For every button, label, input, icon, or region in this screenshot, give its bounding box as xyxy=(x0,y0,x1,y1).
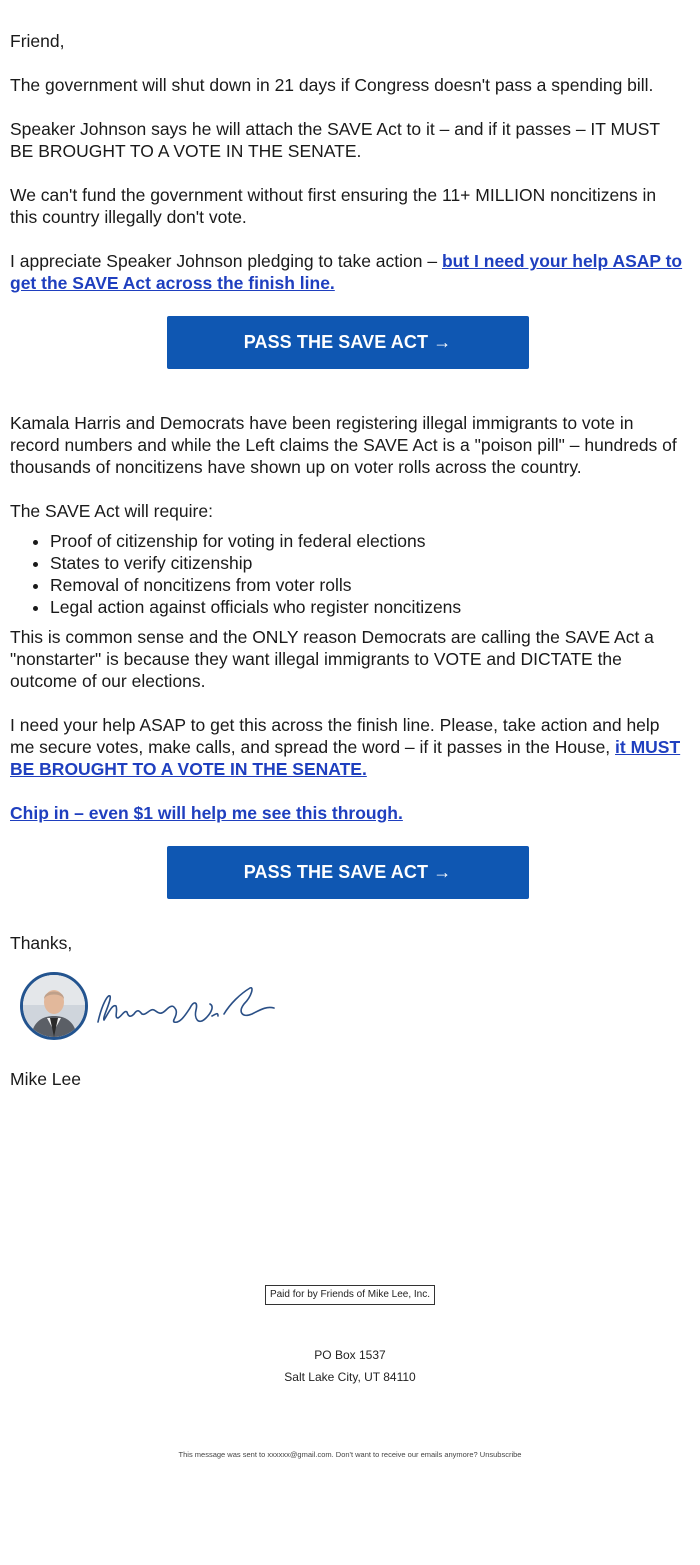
chip-in-link[interactable]: Chip in – even $1 will help me see this through. xyxy=(10,803,403,823)
paid-for-disclaimer xyxy=(0,1280,700,1305)
legal-footer xyxy=(0,1450,700,1460)
address-line-2: Salt Lake City, UT 84110 xyxy=(284,1370,416,1384)
headshot-avatar-icon xyxy=(20,972,88,1040)
senate-vote-link[interactable]: it MUST BE BROUGHT TO A VOTE IN THE SENATE. xyxy=(10,737,681,779)
paragraph-need-help-text: I need your help ASAP to get this across the finish line. Please, take action and help me secure votes, make calls, and spread the word – if it passes in the House, xyxy=(10,715,660,757)
paragraph-appeal xyxy=(10,250,685,294)
legal-text: This message was sent to xxxxxx@gmail.com. Don't want to receive our emails anymore? xyxy=(178,1450,480,1459)
closing: Thanks, xyxy=(10,933,73,953)
paragraph-speaker: Speaker Johnson says he will attach the SAVE Act to it – and if it passes – IT MUST BE BROUGHT TO A VOTE IN THE SENATE. xyxy=(10,119,660,161)
paid-for-box: Paid for by Friends of Mike Lee, Inc. xyxy=(265,1285,435,1305)
pass-save-act-button-2[interactable]: PASS THE SAVE ACT → xyxy=(167,846,529,899)
greeting: Friend, xyxy=(10,31,65,51)
paragraph-common-sense: This is common sense and the ONLY reason Democrats are calling the SAVE Act a "nonstarter" is because they want illegal immigrants to VOTE and DICTATE the outcome of our elections. xyxy=(10,627,654,691)
handwritten-signature-icon xyxy=(94,974,279,1039)
unsubscribe-link[interactable]: Unsubscribe xyxy=(479,1450,522,1459)
list-item: • Removal of noncitizens from voter rolls xyxy=(50,574,685,596)
paragraph-need-help xyxy=(10,714,685,780)
email-body xyxy=(10,30,685,1112)
help-asap-link[interactable]: but I need your help ASAP to get the SAVE Act across the finish line. xyxy=(10,251,683,293)
list-item: • States to verify citizenship xyxy=(50,552,685,574)
requirements-list xyxy=(10,530,685,618)
list-item: • Proof of citizenship for voting in federal elections xyxy=(50,530,685,552)
signature-row xyxy=(20,970,685,1042)
signer-name: Mike Lee xyxy=(10,1069,82,1089)
paragraph-shutdown: The government will shut down in 21 days if Congress doesn't pass a spending bill. xyxy=(10,75,654,95)
paragraph-chip-in xyxy=(10,802,685,824)
address-line-1: PO Box 1537 xyxy=(314,1348,386,1362)
list-item: • Legal action against officials who register noncitizens xyxy=(50,596,685,618)
paragraph-requires-intro: The SAVE Act will require: xyxy=(10,501,213,521)
paragraph-noncitizens: We can't fund the government without first ensuring the 11+ MILLION noncitizens in this country illegally don't vote. xyxy=(10,185,657,227)
paragraph-harris: Kamala Harris and Democrats have been registering illegal immigrants to vote in record numbers and while the Left claims the SAVE Act is a "poison pill" – hundreds of thousands of noncitizens have shown up on voter rolls across the country. xyxy=(10,413,677,477)
cta-wrap-1 xyxy=(10,316,685,369)
paragraph-appeal-text: I appreciate Speaker Johnson pledging to take action – xyxy=(10,251,442,271)
cta-wrap-2 xyxy=(10,846,685,899)
mailing-address xyxy=(0,1344,700,1388)
pass-save-act-button[interactable]: PASS THE SAVE ACT → xyxy=(167,316,529,369)
